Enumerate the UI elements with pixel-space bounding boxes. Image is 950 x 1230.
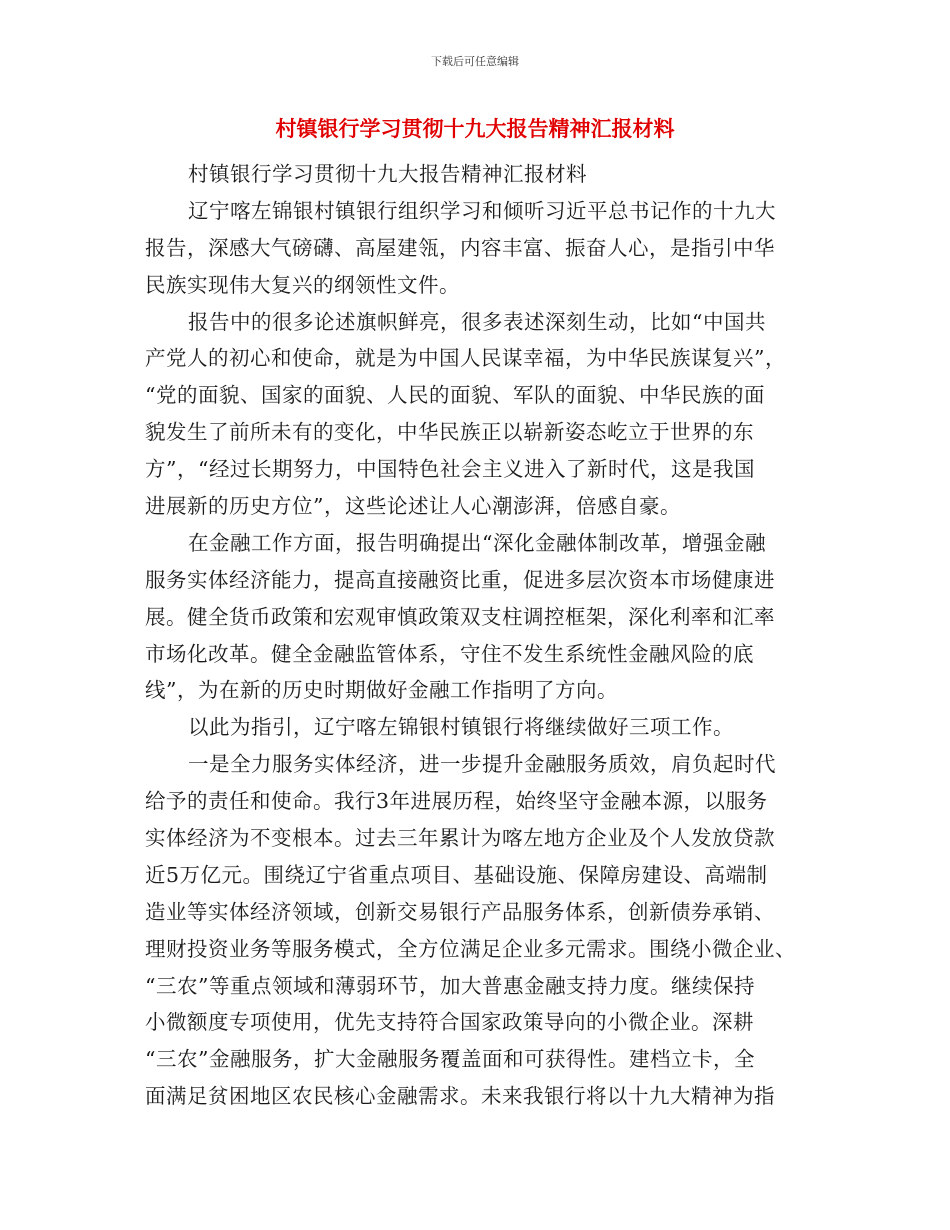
paragraph-line: 理财投资业务等服务模式，全方位满足企业多元需求。围绕小微企业、 — [145, 936, 796, 961]
paragraph-line: 方”，“经过长期努力，中国特色社会主义进入了新时代，这是我国 — [145, 457, 755, 482]
paragraph-line: 线”，为在新的历史时期做好金融工作指明了方向。 — [145, 678, 618, 703]
paragraph-line: 辽宁喀左锦银村镇银行组织学习和倾听习近平总书记作的十九大 — [188, 198, 776, 223]
paragraph-line: 实体经济为不变根本。过去三年累计为喀左地方企业及个人发放贷款 — [145, 826, 775, 851]
document-body — [145, 156, 825, 1115]
paragraph-line: 以此为指引，辽宁喀左锦银村镇银行将继续做好三项工作。 — [188, 715, 734, 740]
paragraph-line: 产党人的初心和使命，就是为中国人民谋幸福，为中华民族谋复兴”， — [145, 346, 786, 371]
paragraph-line: “党的面貌、国家的面貌、人民的面貌、军队的面貌、中华民族的面 — [145, 383, 765, 408]
paragraph-line: 给予的责任和使命。我行3年进展历程，始终坚守金融本源，以服务 — [145, 789, 768, 814]
paragraph-line: 造业等实体经济领域，创新交易银行产品服务体系，创新债券承销、 — [145, 899, 775, 924]
paragraph-line: 面满足贫困地区农民核心金融需求。未来我银行将以十九大精神为指 — [145, 1084, 775, 1109]
paragraph-line: 近5万亿元。围绕辽宁省重点项目、基础设施、保障房建设、高端制 — [145, 862, 768, 887]
paragraph-line: 展。健全货币政策和宏观审慎政策双支柱调控框架，深化利率和汇率 — [145, 604, 775, 629]
paragraph-line: 报告，深感大气磅礴、高屋建瓴，内容丰富、振奋人心，是指引中华 — [145, 235, 775, 260]
paragraph-line: 在金融工作方面，报告明确提出“深化金融体制改革，增强金融 — [188, 530, 766, 555]
paragraph-line: 小微额度专项使用，优先支持符合国家政策导向的小微企业。深耕 — [145, 1010, 754, 1035]
paragraph-line: 报告中的很多论述旗帜鲜亮，很多表述深刻生动，比如“中国共 — [188, 309, 766, 334]
paragraph-line: 貌发生了前所未有的变化，中华民族正以崭新姿态屹立于世界的东 — [145, 420, 754, 445]
paragraph-line: 一是全力服务实体经济，进一步提升金融服务质效，肩负起时代 — [188, 752, 776, 777]
paragraph-line: 村镇银行学习贯彻十九大报告精神汇报材料 — [188, 162, 587, 186]
paragraph-line: 进展新的历史方位”，这些论述让人心潮澎湃，倍感自豪。 — [145, 494, 681, 519]
paragraph-line: “三农”金融服务，扩大金融服务覆盖面和可获得性。建档立卡，全 — [145, 1047, 755, 1072]
document-title: 村镇银行学习贯彻十九大报告精神汇报材料 — [275, 117, 675, 141]
paragraph-line: “三农”等重点领域和薄弱环节，加大普惠金融支持力度。继续保持 — [145, 973, 755, 998]
page-header-note: 下载后可任意编辑 — [431, 55, 519, 68]
paragraph-line: 服务实体经济能力，提高直接融资比重，促进多层次资本市场健康进 — [145, 567, 775, 592]
paragraph-line: 民族实现伟大复兴的纲领性文件。 — [145, 272, 460, 297]
paragraph-line: 市场化改革。健全金融监管体系，守住不发生系统性金融风险的底 — [145, 641, 754, 666]
